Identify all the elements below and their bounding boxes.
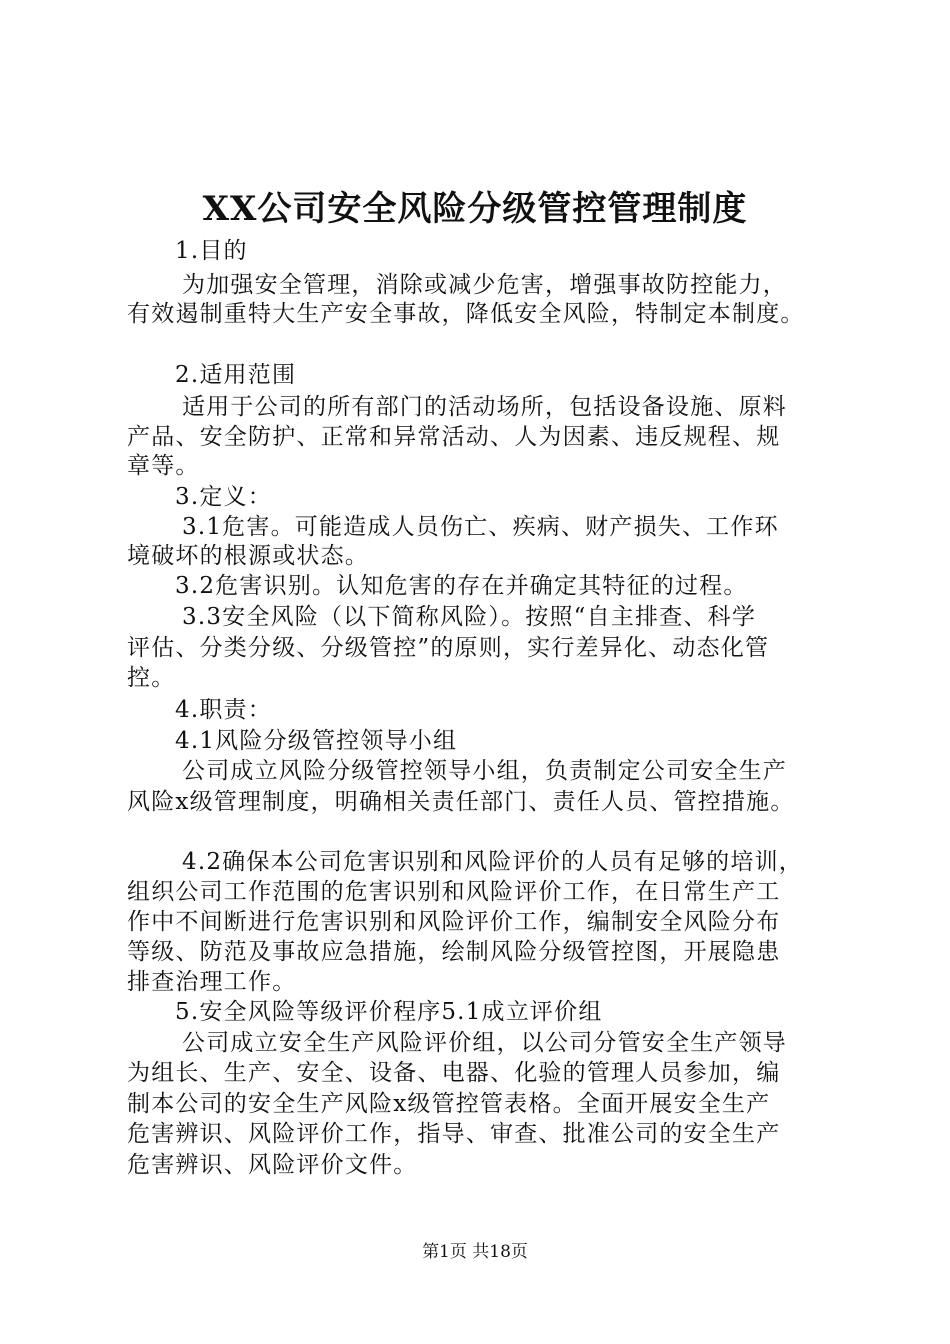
body-line: 组织公司工作范围的危害识别和风险评价工作，在日常生产工 [127,879,781,905]
body-line: 为组长、生产、安全、设备、电器、化验的管理人员参加，编 [127,1060,781,1086]
body-line: 产品、安全防护、正常和异常活动、人为因素、违反规程、规 [127,424,781,450]
body-line: 有效遏制重特大生产安全事故，降低安全风险，特制定本制度。 [127,301,805,327]
body-line: 危害辨识、风险评价文件。 [127,1152,418,1178]
body-line: 公司成立安全生产风险评价组，以公司分管安全生产领导 [182,1030,787,1056]
body-line: 控。 [127,665,176,691]
body-line: 作中不间断进行危害识别和风险评价工作，编制安全风险分布 [127,909,781,935]
body-line: 评估、分类分级、分级管控”的原则，实行差异化、动态化管 [127,635,770,661]
body-line: 章等。 [127,453,200,479]
body-line: 4.2确保本公司危害识别和风险评价的人员有足够的培训， [182,849,803,875]
body-line: 3.1危害。可能造成人员伤亡、疾病、财产损失、工作环 [182,514,779,540]
body-line: 3.3安全风险（以下简称风险）。按照“自主排查、科学 [182,604,757,630]
body-line: 风险x级管理制度，明确相关责任部门、责任人员、管控措施。 [127,789,795,815]
body-line: 适用于公司的所有部门的活动场所，包括设备设施、原料 [182,394,787,420]
document-title: XX公司安全风险分级管控管理制度 [202,189,748,229]
body-line: 等级、防范及事故应急措施，绘制风险分级管控图，开展隐患 [127,939,781,965]
section-heading-procedure: 5.安全风险等级评价程序5.1成立评价组 [175,999,603,1025]
section-heading-scope: 2.适用范围 [175,362,297,388]
section-heading-definitions: 3.定义： [175,484,272,510]
body-line: 制本公司的安全生产风险x级管控管表格。全面开展安全生产 [127,1091,771,1117]
section-heading-purpose: 1.目的 [175,238,248,264]
body-line: 排查治理工作。 [127,969,297,995]
body-line: 公司成立风险分级管控领导小组，负责制定公司安全生产 [182,758,787,784]
section-heading-duties: 4.职责： [175,697,272,723]
page-number-footer: 第1页 共18页 [422,1242,528,1262]
body-line: 3.2危害识别。认知危害的存在并确定其特征的过程。 [175,573,748,599]
body-line: 危害辨识、风险评价工作，指导、审查、批准公司的安全生产 [127,1121,781,1147]
subsection-heading: 4.1风险分级管控领导小组 [175,728,458,754]
body-line: 境破坏的根源或状态。 [127,543,369,569]
body-line: 为加强安全管理，消除或减少危害，增强事故防控能力， [182,272,787,298]
